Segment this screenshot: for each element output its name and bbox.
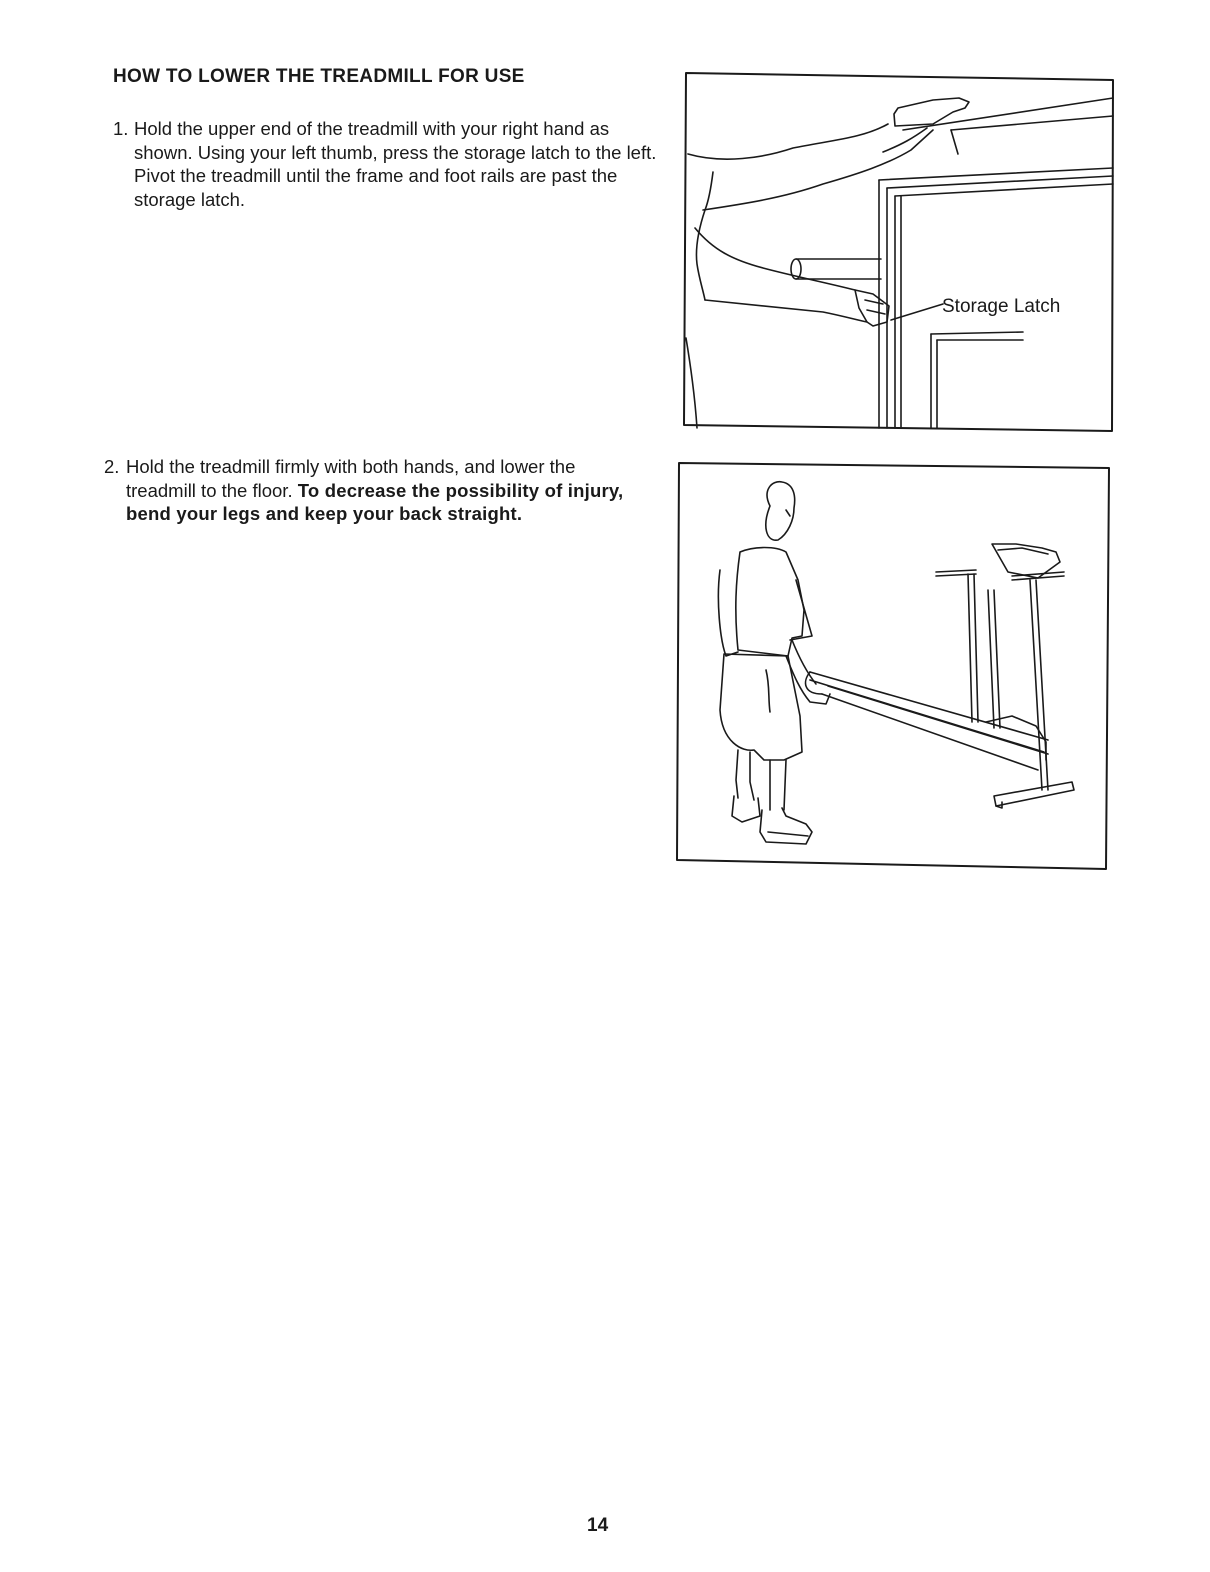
- step-1-text: Hold the upper end of the treadmill with your right hand as shown. Using your left thumb, press the storage latch to the left. Pivot the treadmill until the frame and foot rails are past the storage latch.: [134, 118, 657, 210]
- step-1-number: 1.: [113, 118, 129, 139]
- step-2: [104, 455, 634, 526]
- section-heading: HOW TO LOWER THE TREADMILL FOR USE: [113, 66, 525, 87]
- step-2-warning: To decrease the possibility of injury, bend your legs and keep your back straight.: [126, 479, 624, 524]
- lowering-treadmill-illustration: [676, 460, 1110, 872]
- step-2-text: Hold the treadmill firmly with both hands, and lower the treadmill to the floor.: [126, 456, 576, 501]
- storage-latch-illustration: [683, 68, 1116, 434]
- page-number: 14: [587, 1515, 609, 1536]
- step-2-number: 2.: [104, 456, 120, 477]
- storage-latch-callout: Storage Latch: [942, 296, 1061, 317]
- step-2-body: [126, 455, 634, 526]
- step-1: [113, 117, 658, 211]
